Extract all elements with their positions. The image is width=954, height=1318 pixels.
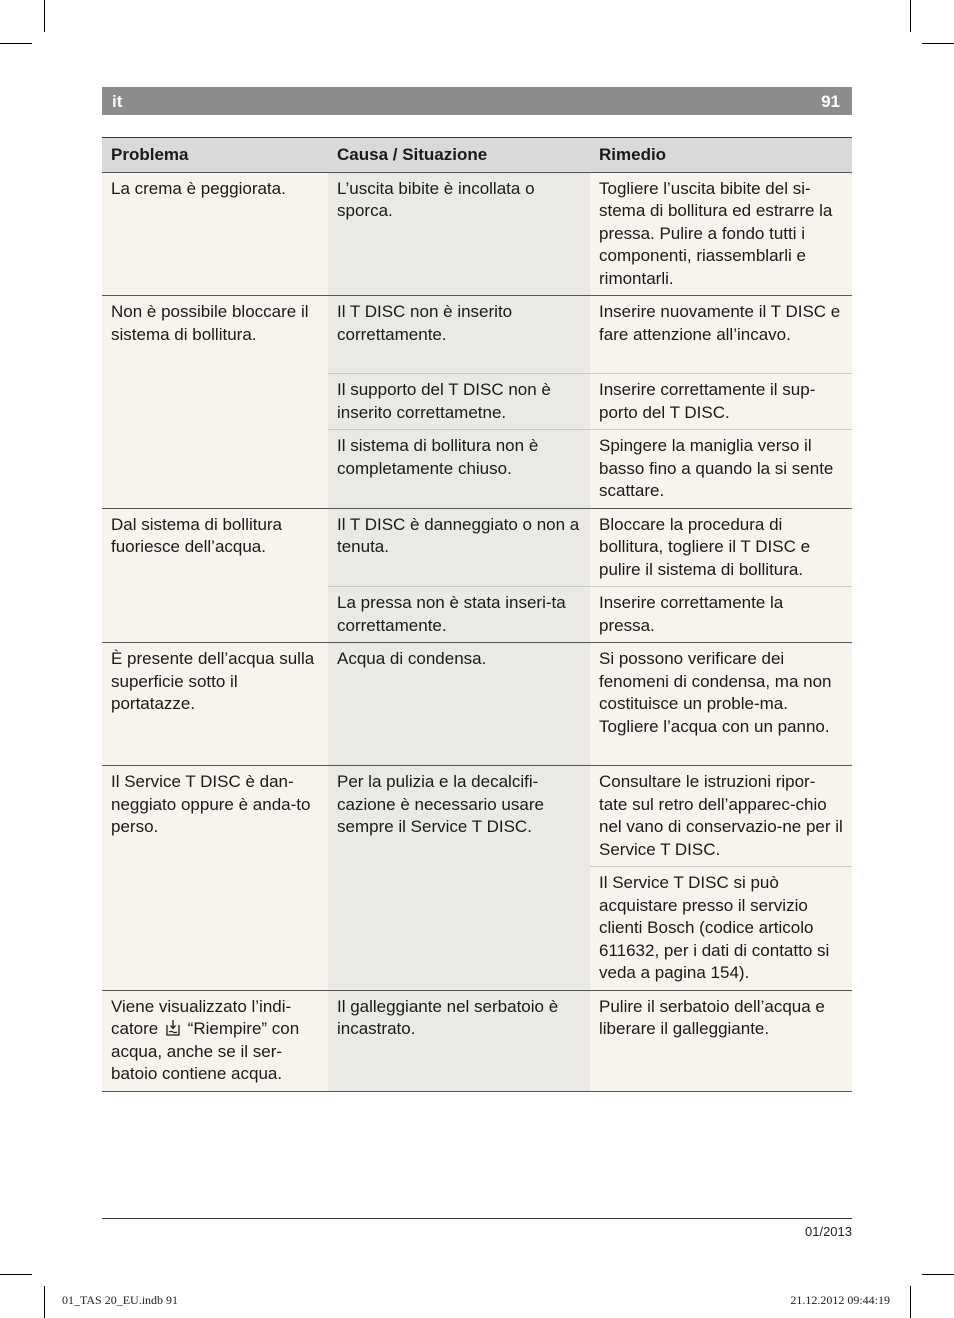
crop-mark — [922, 43, 954, 44]
cause-cell: Il T DISC è danneggiato o non a tenuta. — [328, 508, 590, 587]
language-code: it — [112, 92, 123, 111]
remedy-cell: Il Service T DISC si può acquistare presso il servizio clienti Bosch (codice articolo 611632, per i dati di contatto si veda a pagina 154). — [590, 867, 852, 991]
remedy-cell: Pulire il serbatoio dell’acqua e liberare il galleggiante. — [590, 990, 852, 1091]
problem-text-pre: Viene visualizzato l’indi-catore — [111, 996, 292, 1038]
remedy-cell: Si possono verificare dei fenomeni di condensa, ma non costituisce un proble-ma. Togliere l’acqua con un panno. — [590, 643, 852, 766]
problem-text-post: “Riempire” con acqua, anche se il ser-batoio contiene acqua. — [111, 1019, 300, 1083]
problem-cell: Dal sistema di bollitura fuoriesce dell’acqua. — [102, 508, 328, 643]
crop-mark — [44, 1286, 45, 1318]
cause-cell: Per la pulizia e la decalcifi-cazione è necessario usare sempre il Service T DISC. — [328, 766, 590, 991]
problem-cell — [102, 990, 328, 1091]
cause-cell: Il galleggiante nel serbatoio è incastrato. — [328, 990, 590, 1091]
crop-mark — [0, 1274, 32, 1275]
crop-mark — [910, 0, 911, 32]
water-fill-icon — [165, 1019, 181, 1037]
troubleshooting-table — [102, 137, 852, 1092]
remedy-cell: Inserire nuovamente il T DISC e fare attenzione all’incavo. — [590, 296, 852, 374]
print-file-info: 01_TAS 20_EU.indb 91 — [62, 1293, 179, 1307]
remedy-cell: Spingere la maniglia verso il basso fino a quando la si sente scattare. — [590, 430, 852, 509]
page-number: 91 — [821, 92, 840, 111]
crop-mark — [922, 1274, 954, 1275]
cause-cell: L’uscita bibite è incollata o sporca. — [328, 172, 590, 296]
footer-date: 01/2013 — [805, 1224, 852, 1239]
table-row — [102, 172, 852, 296]
cause-cell: Il T DISC non è inserito correttamente. — [328, 296, 590, 374]
table-row — [102, 296, 852, 374]
column-header-problem: Problema — [102, 138, 328, 173]
problem-cell: Il Service T DISC è dan-neggiato oppure è anda-to perso. — [102, 766, 328, 991]
cause-cell: La pressa non è stata inseri-ta correttamente. — [328, 587, 590, 643]
remedy-cell: Togliere l’uscita bibite del si-stema di bollitura ed estrarre la pressa. Pulire a fondo tutti i componenti, riassemblarli e rimontarli. — [590, 172, 852, 296]
crop-mark — [44, 0, 45, 32]
footer-divider — [102, 1218, 852, 1219]
print-timestamp: 21.12.2012 09:44:19 — [790, 1293, 890, 1307]
remedy-cell: Inserire correttamente la pressa. — [590, 587, 852, 643]
problem-cell: La crema è peggiorata. — [102, 172, 328, 296]
column-header-cause: Causa / Situazione — [328, 138, 590, 173]
table-row — [102, 643, 852, 766]
problem-cell: È presente dell’acqua sulla superficie sotto il portatazze. — [102, 643, 328, 766]
table-row — [102, 766, 852, 867]
remedy-cell: Consultare le istruzioni ripor-tate sul retro dell’apparec-chio nel vano di conservazio-ne per il Service T DISC. — [590, 766, 852, 867]
table-row — [102, 990, 852, 1091]
remedy-cell: Bloccare la procedura di bollitura, togliere il T DISC e pulire il sistema di bollitura. — [590, 508, 852, 587]
page-header — [102, 87, 852, 115]
column-header-remedy: Rimedio — [590, 138, 852, 173]
table-header-row — [102, 138, 852, 173]
cause-cell: Il sistema di bollitura non è completamente chiuso. — [328, 430, 590, 509]
problem-cell: Non è possibile bloccare il sistema di bollitura. — [102, 296, 328, 509]
remedy-cell: Inserire correttamente il sup-porto del T DISC. — [590, 374, 852, 430]
cause-cell: Acqua di condensa. — [328, 643, 590, 766]
table-row — [102, 508, 852, 587]
crop-mark — [910, 1286, 911, 1318]
crop-mark — [0, 43, 32, 44]
cause-cell: Il supporto del T DISC non è inserito correttametne. — [328, 374, 590, 430]
